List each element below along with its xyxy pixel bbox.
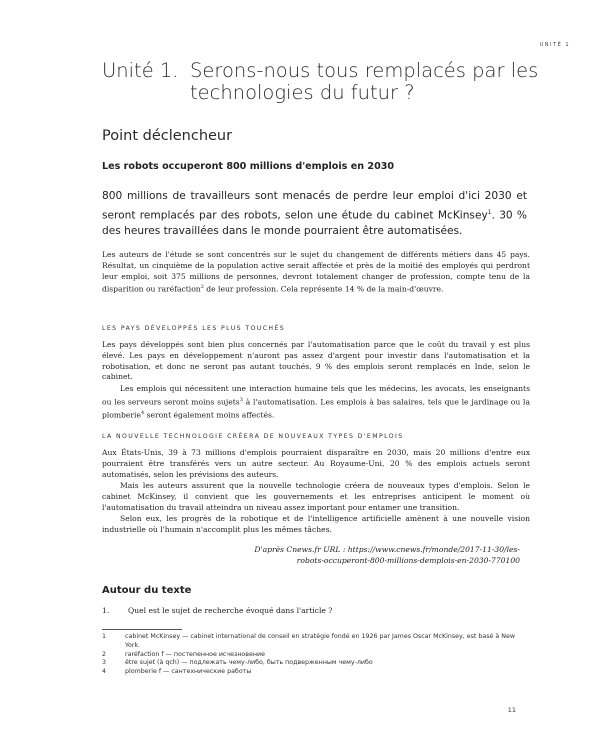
page-number: 11: [507, 706, 516, 714]
article-lead: [102, 189, 527, 239]
unit-title-text: Serons-nous tous remplacés par les technologies du futur ?: [190, 59, 539, 104]
paragraph-3: [102, 384, 530, 421]
section-heading: Point déclencheur: [102, 128, 233, 144]
footnote-divider: [102, 629, 182, 630]
question-text: Quel est le sujet de recherche évoqué dans l'article ?: [128, 606, 333, 615]
paragraph-2: Les pays développés sont bien plus concernés par l'automatisation parce que le coût du travail y est plus élevé. Les pays en développement n'auront pas assez d'argent pour investir dans l'automatisation et la robotisation, et donc ne seront pas autant touchés. 9 % des emplois seront remplacés en Inde, selon le cabinet.: [102, 340, 530, 382]
lead-text-after: . 30 % des heures travaillées dans le monde pourraient être automatisées.: [102, 209, 528, 237]
footnote-number: 3: [102, 659, 107, 667]
subheading-developed-countries: LES PAYS DÉVELOPPÉS LES PLUS TOUCHÉS: [102, 325, 286, 332]
footnote-text: plomberie f — сантехнические работы: [125, 668, 252, 676]
lead-text: 800 millions de travailleurs sont menacés de perdre leur emploi d'ici 2030 et seront remplacés par des robots, selon une étude du cabinet McKinsey: [102, 190, 527, 222]
footnote-4: [102, 668, 522, 677]
paragraph-6: Selon eux, les progrès de la robotique et de l'intelligence artificielle amènent à une nouvelle vision industrielle où l'humain n'accomplit plus les mêmes tâches.: [102, 514, 530, 534]
paragraph-3-c: seront également moins affectés.: [144, 410, 275, 420]
footnote-number: 4: [102, 668, 107, 676]
footnote-number: 2: [102, 650, 107, 658]
question-number: 1.: [102, 606, 110, 615]
footnote-ref-3: 3: [239, 396, 243, 403]
unit-title: [102, 60, 572, 104]
paragraph-3-b: à l'automatisation. Les emplois à bas salaires, tels que le jardinage ou la plomberie: [102, 397, 530, 420]
paragraph-3-a: Les emplois qui nécessitent une interaction humaine tels que les médecins, les avocats, les enseignants ou les serveurs seront moins sujets: [102, 384, 530, 407]
footnote-ref-4: 4: [140, 410, 145, 417]
footnote-ref-2: 2: [200, 284, 204, 291]
autour-du-texte-heading: Autour du texte: [102, 585, 192, 596]
footnotes: [102, 633, 522, 677]
footnote-text: être sujet (à qch) — подлежать чему-либо, быть подверженным чему-либо: [125, 659, 373, 667]
footnote-text: cabinet McKinsey — cabinet international de conseil en stratégie fondé en 1926 par James Oscar McKinsey, est basé à New York.: [125, 633, 516, 649]
paragraph-1-b: de leur profession. Cela représente 14 % de la main-d'œuvre.: [203, 284, 444, 294]
paragraph-5: Mais les auteurs assurent que la nouvelle technologie créera de nouveaux types d'emplois. Selon le cabinet McKinsey, il convient que les gouvernements et les entreprises anticipent le moment où l'automatisation du travail atteindra un niveau assez important pour entamer une transition.: [102, 481, 530, 512]
article-title: Les robots occuperont 800 millions d'emplois en 2030: [102, 161, 395, 172]
unit-number: Unité 1.: [102, 59, 179, 82]
footnote-ref-1: 1: [487, 208, 492, 216]
footnote-number: 1: [102, 633, 107, 640]
paragraph-1-a: Les auteurs de l'étude se sont concentrés sur le sujet du changement de différents métiers dans 45 pays. Résultat, un cinquième de la population active serait affectée et près de la moitié des employés qui perdront leur emploi, soit 375 millions de personnes, devront totalement changer de profession, compte tenu de la disparition ou raréfaction: [102, 250, 530, 294]
question-item: [102, 606, 332, 615]
footnote-3: [102, 659, 522, 668]
footnote-text: raréfaction f — постепенное исчезновение: [125, 650, 265, 658]
article-source: D'après Cnews.fr URL : https://www.cnews.fr/monde/2017-11-30/les-robots-occuperont-800-millions-demplois-en-2030-770100: [254, 545, 520, 565]
paragraph-1: [102, 250, 530, 296]
running-head: UNITÉ 1: [539, 42, 570, 48]
subheading-new-technology: LA NOUVELLE TECHNOLOGIE CRÉERA DE NOUVEAUX TYPES D'EMPLOIS: [102, 433, 404, 440]
paragraph-4: Aux États-Unis, 39 à 73 millions d'emplois pourraient disparaître en 2030, mais 20 millions d'entre eux pourraient être transférés vers un autre secteur. Au Royaume-Uni, 20 % des emplois actuels seront automatisés, selon les prévisions des auteurs.: [102, 448, 530, 479]
footnote-1: [102, 633, 522, 651]
